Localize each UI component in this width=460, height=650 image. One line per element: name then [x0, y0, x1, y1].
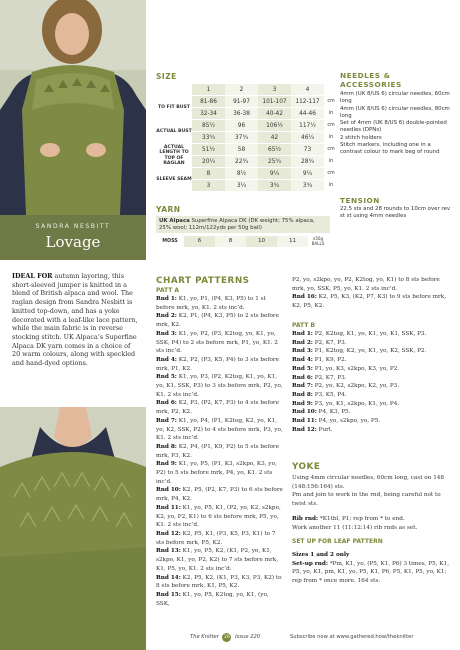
round-label: Rnd 7:: [292, 383, 313, 390]
unit-cell: cm: [324, 168, 338, 180]
table-cell: 3¾: [258, 180, 291, 192]
round-label: Rnd 2:: [156, 313, 177, 320]
table-cell: 8: [192, 168, 225, 180]
pattern-round: [292, 276, 452, 293]
table-row: [156, 144, 338, 156]
round-text: K1, yo, P4, (P1, K2tog, K2, yo, K1, yo, K2, SSK, P2) to 4 sts before mrk, P3, yo, K1. 2 sts inc’d.: [156, 417, 283, 442]
pattern-round: [156, 530, 284, 547]
rib-round: [292, 515, 452, 524]
round-label: Rnd 2:: [292, 339, 313, 346]
size-col: 2: [225, 84, 258, 96]
round-text: K1, yo, P5, K1, (P2, yo, K2, s2kpo, K2, yo, P2, K1) to 6 sts before mrk, P5, yo, K1. 2 sts inc’d.: [156, 504, 281, 529]
pattern-round: [292, 382, 452, 391]
table-cell: 112-117: [291, 96, 324, 108]
footer-right: Subscribe now at www.gathered.how/theknitter: [290, 634, 414, 640]
rib-after: Work another 11 (11:12:14) rib rnds as set.: [292, 524, 418, 531]
table-cell: 40-42: [258, 108, 291, 120]
table-cell: 3¾: [291, 180, 324, 192]
shade-label: MOSS: [162, 239, 178, 244]
pattern-round: [156, 356, 284, 373]
pattern-title: Lovage: [45, 233, 101, 251]
table-cell: 51½: [192, 144, 225, 156]
round-text: P2, K7, P3.: [312, 374, 347, 381]
round-label: Rnd 11:: [292, 418, 317, 425]
table-cell: 101-107: [258, 96, 291, 108]
round-label: Rnd 5:: [292, 365, 313, 372]
round-label: Rnd 9:: [292, 400, 313, 407]
issue-number: Issue 220: [235, 634, 261, 640]
table-row: [156, 168, 338, 180]
row-label: ACTUAL BUST: [156, 120, 192, 144]
pattern-round: [156, 330, 284, 356]
jumper-illustration: [0, 0, 146, 215]
rib-text: *K1tbl, P1; rep from * to end.: [318, 515, 405, 522]
round-text: K1, yo, P2, (P3, K2tog, yo, K1, yo, SSK, P4) to 2 sts before mrk, P1, yo, K1. 2 sts inc’d.: [156, 330, 278, 355]
table-cell: 37¾: [225, 132, 258, 144]
unit-cell: cm: [324, 120, 338, 132]
patt-a-rounds-cont: [292, 276, 452, 311]
intro-lead: IDEAL FOR: [12, 272, 53, 280]
row-label: ACTUAL LENGTH TO TOP OF RAGLAN: [156, 144, 192, 168]
intro-paragraph: [12, 272, 140, 368]
table-cell: 3: [192, 180, 225, 192]
round-text: P1, yo, K3, s2kpo, K3, yo, P2.: [312, 365, 400, 372]
patt-a-rounds: [156, 295, 284, 608]
round-text: P2, yo, K2, s2kpo, K2, yo, P3.: [312, 383, 400, 390]
table-cell: 81-86: [192, 96, 225, 108]
pattern-round: [156, 443, 284, 460]
pattern-round: [292, 330, 452, 339]
chart-heading: CHART PATTERNS: [156, 276, 250, 286]
hero-photo: [0, 0, 146, 215]
footer-left: [190, 633, 260, 642]
round-text: K1, yo, P3, (P2, K2tog, K1, yo, K1, yo, K1, SSK, P3) to 3 sts before mrk, P2, yo, K1. 2 sts inc’d.: [156, 374, 283, 398]
pattern-round: [292, 347, 452, 356]
table-cell: 117½: [291, 120, 324, 132]
pattern-round: [292, 374, 452, 383]
round-text: P3, yo, K1, s2kpo, K1, yo, P4.: [312, 400, 400, 407]
round-label: Rnd 12:: [292, 426, 317, 433]
yoke-text: [292, 474, 452, 586]
yarn-amount-row: [156, 236, 330, 247]
table-cell: 106½: [258, 120, 291, 132]
pattern-round: [292, 417, 452, 426]
round-text: K2, P5, K1, (P3, K5, P3, K1) to 7 sts before mrk, P5, K2.: [156, 530, 276, 546]
unit-cell: in: [324, 156, 338, 168]
pattern-round: [156, 399, 284, 416]
yarn-brand: UK Alpaca: [159, 218, 190, 224]
pattern-round: [292, 400, 452, 409]
round-text: P3, K5, P4.: [312, 391, 347, 398]
table-row: [156, 120, 338, 132]
setup-text: *Pm, K1, yo, (P5, K1, P6) 3 times, P5, K1, P5, yo, K1, pm, K1, yo, P5, K1, P6, P5, K1, P5, yo, K1; rep from * once more. 164 sts.: [292, 560, 450, 585]
pattern-round: [156, 486, 284, 503]
ball-count: 8: [215, 236, 246, 247]
table-cell: 73: [291, 144, 324, 156]
round-label: Rnd 15:: [156, 591, 181, 598]
round-text: K2, P1, (P4, K3, P5) to 2 sts before mrk, K2.: [156, 313, 279, 329]
table-cell: 96: [225, 120, 258, 132]
round-text: P2, K7, P3.: [312, 339, 347, 346]
round-text: K2, P5, K3, (K2, P7, K3) to 9 sts before mrk, K2, P5, K2.: [292, 294, 447, 310]
round-label: Rnd 10:: [292, 409, 317, 416]
round-text: P4, K3, P5.: [316, 409, 351, 416]
pattern-round: [292, 391, 452, 400]
table-cell: 58: [225, 144, 258, 156]
pattern-round: [292, 339, 452, 348]
table-cell: 46¼: [291, 132, 324, 144]
pattern-round: [156, 504, 284, 530]
round-text: P2, K2tog, K1, yo, K1, yo, K1, SSK, P3.: [312, 331, 427, 337]
round-label: Rnd 1:: [156, 296, 177, 302]
setup-lead: Set-up rnd:: [292, 560, 329, 567]
round-label: Rnd 8:: [156, 443, 177, 450]
table-cell: 91-97: [225, 96, 258, 108]
round-text: K2, P5, (P2, K7, P3) to 6 sts before mrk, P4, K2.: [156, 487, 283, 503]
round-label: Rnd 6:: [156, 400, 177, 407]
pattern-round: [292, 356, 452, 365]
yoke-heading: YOKE: [292, 462, 321, 472]
ball-count: 6: [184, 236, 215, 247]
round-label: Rnd 16:: [292, 294, 317, 301]
round-label: Rnd 1:: [292, 331, 313, 337]
round-text: K1, yo, P5, K2, (K1, P2, yo, K1, s2kpo, K1, yo, P2, K2) to 7 sts before mrk, K1, P5, yo, K1. 2 sts inc’d.: [156, 548, 279, 572]
setup-round: [292, 560, 452, 586]
size-heading: SIZE: [156, 72, 177, 81]
round-label: Rnd 14:: [156, 574, 181, 581]
unit-cell: cm: [324, 96, 338, 108]
size-col: 3: [258, 84, 291, 96]
table-cell: 33¾: [192, 132, 225, 144]
intro-text: autumn layering, this short-sleeved jumper is knitted in a blend of British alpaca and wool. The raglan design from Sandra Nesbitt is knitted top-down, and has a yoke decorated with a leaf-like lace pattern, while the main fabric is in reverse stocking stitch. UK Alpaca’s Superfine Alpaca DK yarn comes in a choice of 20 warm colours, along with speckled and hand-dyed options.: [12, 272, 138, 368]
row-label: TO FIT BUST: [156, 96, 192, 120]
round-label: Rnd 11:: [156, 504, 181, 511]
magazine-name: The Knitter: [190, 634, 219, 640]
round-label: Rnd 3:: [156, 330, 177, 337]
size-col: 4: [291, 84, 324, 96]
yoke-para: Using 4mm circular needles, 60cm long, cast on 148 (148:156:164) sts.: [292, 475, 445, 490]
round-text: P4, yo, s2kpo, yo, P5.: [316, 418, 381, 425]
tension-text: 22.5 sts and 28 rounds to 10cm over rev st st using 4mm needles: [340, 206, 451, 220]
title-band: [0, 215, 146, 260]
round-text: K2, P2, (P3, K5, P4) to 3 sts before mrk, P1, K2.: [156, 356, 279, 372]
pattern-round: [156, 417, 284, 443]
round-label: Rnd 7:: [156, 417, 177, 424]
sizes-lead: Sizes 1 and 2 only: [292, 551, 350, 558]
pattern-round: [292, 408, 452, 417]
pattern-round: [156, 312, 284, 329]
yarn-description: [156, 216, 330, 233]
round-label: Rnd 12:: [156, 530, 181, 537]
table-cell: 44-46: [291, 108, 324, 120]
pattern-round: [292, 426, 452, 435]
round-text: P1, K9, P2.: [312, 357, 347, 364]
rib-lead: Rib rnd:: [292, 515, 319, 522]
unit-cell: in: [324, 132, 338, 144]
pattern-round: [292, 293, 452, 310]
needles-heading: NEEDLES & ACCESSORIES: [340, 71, 402, 89]
round-text: P2, yo, s2kpo, yo, P2, K2tog, yo, K1) to 8 sts before mrk, yo, SSK, P5, yo, K1. 2 sts inc’d.: [292, 277, 440, 292]
pattern-round: [292, 365, 452, 374]
patt-b-rounds: [292, 330, 452, 434]
size-table: [156, 84, 338, 192]
table-cell: 20¼: [192, 156, 225, 168]
table-cell: 65½: [258, 144, 291, 156]
size-col: 1: [192, 84, 225, 96]
table-cell: 3¼: [225, 180, 258, 192]
designer-name: SANDRA NESBITT: [35, 223, 111, 230]
unit-cell: in: [324, 108, 338, 120]
yoke-detail-illustration: [0, 407, 146, 650]
round-label: Rnd 9:: [156, 461, 177, 468]
pattern-round: [156, 547, 284, 573]
unit-cell: in: [324, 180, 338, 192]
size-header-row: [156, 84, 338, 96]
round-label: Rnd 4:: [292, 357, 313, 364]
round-label: Rnd 3:: [292, 348, 313, 355]
pattern-round: [156, 373, 284, 399]
pattern-round: [156, 591, 284, 608]
round-label: Rnd 5:: [156, 374, 177, 381]
ball-count: 11: [277, 236, 308, 247]
pattern-round: [156, 574, 284, 591]
pattern-round: [156, 460, 284, 486]
setup-heading: SET UP FOR LEAF PATTERN: [292, 538, 383, 546]
table-cell: 36-38: [225, 108, 258, 120]
table-cell: 22¾: [225, 156, 258, 168]
patt-b-heading: PATT B: [292, 322, 316, 329]
table-cell: 85½: [192, 120, 225, 132]
table-cell: 9¼: [291, 168, 324, 180]
round-label: Rnd 6:: [292, 374, 313, 381]
ball-count: 10: [246, 236, 277, 247]
yoke-para: Pm and join to work in the rnd, being careful not to twist sts.: [292, 492, 441, 508]
yarn-desc: Superfine Alpaca DK (DK weight; 75% alpaca, 25% wool; 112m/122yds per 50g ball): [159, 218, 315, 231]
page-number: 26: [224, 635, 230, 640]
round-label: Rnd 13:: [156, 548, 181, 555]
patt-a-heading: PATT A: [156, 287, 180, 294]
table-cell: 42: [258, 132, 291, 144]
round-text: K1, yo, P1, (P4, K3, P5) to 1 st before mrk, yo, K1. 2 sts inc’d.: [156, 296, 266, 311]
round-label: Rnd 8:: [292, 391, 313, 398]
pattern-round: [156, 295, 284, 312]
round-text: K1, yo, P5, K2tog, yo, K1, (yo, SSK,: [156, 591, 269, 607]
yarn-heading: YARN: [156, 205, 181, 214]
round-text: K1, yo, P5, (P1, K3, s2kpo, K3, yo, P2) to 5 sts before mrk, P4, yo, K1. 2 sts inc’d.: [156, 461, 277, 485]
table-cell: 25¾: [258, 156, 291, 168]
table-cell: 8½: [225, 168, 258, 180]
needles-text: 4mm (UK 8/US 6) circular needles, 60cm long 4mm (UK 8/US 6) circular needles, 80cm long Set of 4mm (UK 8/US 6) double-pointed needles (DPNs) 2 stitch holders Stitch markers, including one in a contrast colour to mark beg of round: [340, 91, 450, 156]
table-row: [156, 96, 338, 108]
table-cell: 32-34: [192, 108, 225, 120]
round-text: K2, P3, (P2, K7, P3) to 4 sts before mrk, P2, K2.: [156, 400, 279, 416]
round-text: Purl.: [316, 426, 333, 433]
round-label: Rnd 10:: [156, 487, 181, 494]
round-label: Rnd 4:: [156, 356, 177, 363]
unit-cell: cm: [324, 144, 338, 156]
tension-heading: TENSION: [340, 196, 380, 205]
table-cell: 28¾: [291, 156, 324, 168]
round-text: P1, K2tog, K2, yo, K1, yo, K2, SSK, P2.: [312, 348, 427, 355]
ball-unit: x50g BALLS: [311, 235, 325, 246]
table-cell: 9¼: [258, 168, 291, 180]
row-label: SLEEVE SEAM: [156, 168, 192, 192]
detail-photo: [0, 407, 146, 650]
round-text: K2, P5, K2, (K1, P3, K3, P3, K2) to 8 sts before mrk, K1, P5, K2.: [156, 574, 282, 590]
round-text: K2, P4, (P1, K9, P2) to 5 sts before mrk, P3, K2.: [156, 443, 279, 459]
